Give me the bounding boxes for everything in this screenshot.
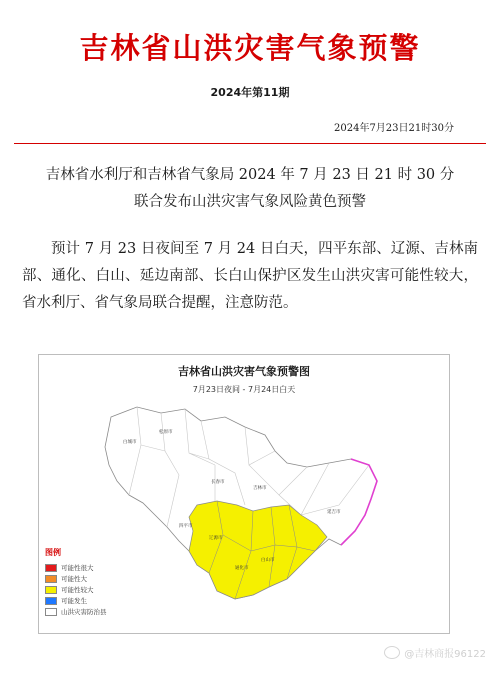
map-subtitle: 7月23日夜间 - 7月24日白天 bbox=[192, 385, 296, 394]
red-divider bbox=[14, 143, 486, 144]
map-label: 白城市 bbox=[123, 440, 137, 445]
watermark-text: @吉林商报96122 bbox=[404, 649, 486, 660]
issue-number: 2024年第11期 bbox=[210, 86, 290, 99]
legend-swatch-orange bbox=[45, 575, 57, 583]
map-title: 吉林省山洪灾害气象预警图 bbox=[178, 365, 310, 378]
legend-swatch-red bbox=[45, 564, 57, 572]
legend-item bbox=[45, 595, 107, 606]
map-label: 长春市 bbox=[211, 480, 225, 485]
map-label: 白山市 bbox=[261, 558, 275, 563]
notice-heading-line2: 联合发布山洪灾害气象风险黄色预警 bbox=[134, 194, 366, 210]
watermark bbox=[384, 645, 486, 660]
legend-item bbox=[45, 606, 107, 617]
legend-label: 可能性较大 bbox=[61, 586, 94, 594]
map-label: 松原市 bbox=[159, 430, 173, 435]
map-legend bbox=[45, 547, 107, 617]
legend-label: 可能性大 bbox=[61, 575, 87, 583]
legend-swatch-white bbox=[45, 608, 57, 616]
legend-label: 山洪灾害防治县 bbox=[61, 608, 107, 616]
document-title: 吉林省山洪灾害气象预警 bbox=[79, 31, 421, 65]
legend-item bbox=[45, 562, 107, 573]
map-label: 延吉市 bbox=[327, 510, 341, 515]
legend-label: 可能发生 bbox=[61, 597, 87, 605]
issue-datetime: 2024年7月23日21时30分 bbox=[334, 123, 454, 134]
legend-item bbox=[45, 584, 107, 595]
legend-swatch-blue bbox=[45, 597, 57, 605]
map-label: 四平市 bbox=[179, 524, 193, 529]
warning-map bbox=[38, 354, 450, 634]
legend-item bbox=[45, 573, 107, 584]
notice-heading-line1: 吉林省水利厅和吉林省气象局 2024 年 7 月 23 日 21 时 30 分 bbox=[45, 167, 455, 183]
legend-title: 图例 bbox=[45, 548, 61, 557]
weibo-icon bbox=[384, 646, 400, 659]
map-label: 吉林市 bbox=[253, 486, 267, 491]
legend-swatch-yellow bbox=[45, 586, 57, 594]
notice-body: 预计 7 月 23 日夜间至 7 月 24 日白天，四平东部、辽源、吉林南部、通化、白山、延边南部、长白山保护区发生山洪灾害可能性较大，省水利厅、省气象局联合提醒，注意防范。 bbox=[22, 241, 478, 311]
map-label: 通化市 bbox=[235, 566, 249, 571]
map-label: 辽源市 bbox=[209, 536, 223, 541]
legend-label: 可能性很大 bbox=[61, 564, 94, 572]
